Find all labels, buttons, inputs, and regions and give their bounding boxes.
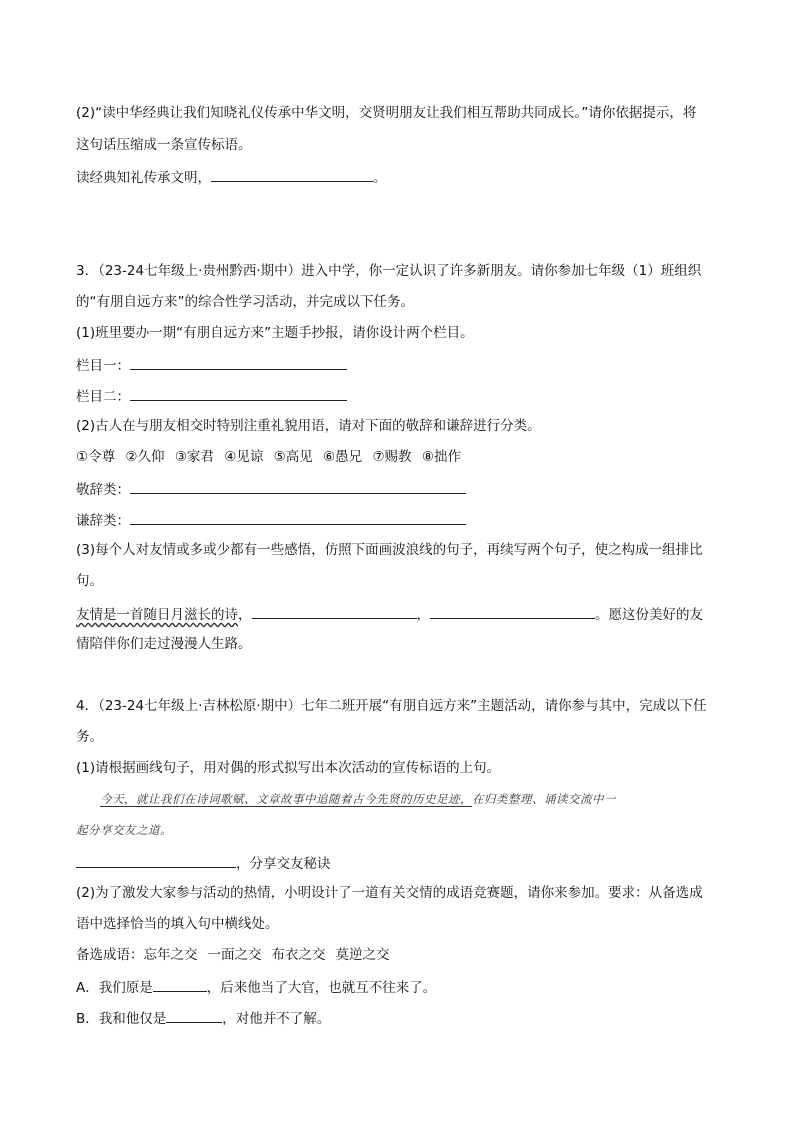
q3-humble-label: 谦辞类： <box>76 513 130 529</box>
q4-idioms-row <box>76 945 400 965</box>
q2-answer-suffix: 。 <box>373 170 387 186</box>
q3-column2-label: 栏目二： <box>76 389 130 405</box>
q3-column1-blank[interactable] <box>130 354 347 370</box>
q3-column1-label: 栏目一： <box>76 358 130 374</box>
q3-part1-prompt: (1)班里要办一期“有朋自远方来”主题手抄报，请你设计两个栏目。 <box>76 325 474 341</box>
q3-word-8: ⑧拙作 <box>421 449 461 465</box>
q3-comma-2: ， <box>416 607 430 623</box>
q3-column2-row <box>76 385 347 407</box>
q3-parallel-blank-2[interactable] <box>430 603 595 619</box>
q3-honorific-row <box>76 478 466 500</box>
q4-quote-rest: 在归类整理、诵读交流中一 <box>472 792 616 806</box>
q4-idiom-2: 一面之交 <box>207 947 262 963</box>
q4-idioms-label: 备选成语： <box>76 947 144 963</box>
q3-parallel-row <box>76 603 703 625</box>
q3-column1-row <box>76 354 347 376</box>
q2-answer-line <box>76 166 387 188</box>
q4-option-a-prefix: A．我们原是 <box>76 980 153 996</box>
q3-wavy-sentence: 友情是一首随日月滋长的诗 <box>76 607 238 623</box>
q2-prompt-line1: (2)“读中华经典让我们知晓礼仪传承中华文明，交贤明朋友让我们相互帮助共同成长。”请你依据提示，将 <box>76 105 697 121</box>
q3-intro-line1: 3．（23-24七年级上·贵州黔西·期中）进入中学，你一定认识了许多新朋友。请你参加七年级（1）班组织 <box>76 263 702 279</box>
q4-part2-line1: (2)为了激发大家参与活动的热情，小明设计了一道有关交情的成语竞赛题，请你来参加。要求：从备选成 <box>76 885 703 901</box>
q4-option-b-blank[interactable] <box>166 1007 222 1023</box>
q2-prompt-line2: 这句话压缩成一条宣传标语。 <box>76 137 252 153</box>
q4-part1-prompt: (1)请根据画线句子，用对偶的形式拟写出本次活动的宣传标语的上句。 <box>76 760 501 776</box>
q4-idiom-3: 布衣之交 <box>271 947 326 963</box>
q4-option-b <box>76 1007 330 1029</box>
q3-part3-line4: 情陪伴你们走过漫漫人生路。 <box>76 636 252 652</box>
q4-idiom-1: 忘年之交 <box>143 947 198 963</box>
q3-part2-prompt: (2)古人在与朋友相交时特别注重礼貌用语，请对下面的敬辞和谦辞进行分类。 <box>76 418 541 434</box>
q3-after-blanks: 。愿这份美好的友 <box>595 607 703 623</box>
q3-honorific-label: 敬辞类： <box>76 482 130 498</box>
q3-word-list <box>76 447 467 467</box>
q3-word-6: ⑥愚兄 <box>323 449 363 465</box>
q4-slogan-suffix: ，分享交友秘诀 <box>236 856 331 872</box>
q3-column2-blank[interactable] <box>130 385 347 401</box>
q3-intro-line2: 的“有朋自远方来”的综合性学习活动，并完成以下任务。 <box>76 294 414 310</box>
q4-option-b-suffix: ，对他并不了解。 <box>222 1011 331 1027</box>
q4-intro-line2: 务。 <box>76 729 103 745</box>
q3-comma-1: ， <box>238 607 252 623</box>
q3-humble-blank[interactable] <box>130 509 466 525</box>
q4-intro-line1: 4．（23-24七年级上·吉林松原·期中）七年二班开展“有朋自远方来”主题活动，请你参与其中，完成以下任 <box>76 698 707 714</box>
q3-word-3: ③家君 <box>174 449 214 465</box>
q4-part2-line2: 语中选择恰当的填入句中横线处。 <box>76 916 279 932</box>
q4-slogan-blank[interactable] <box>76 852 236 868</box>
q4-option-a-blank[interactable] <box>153 976 207 992</box>
q4-slogan-row <box>76 852 331 874</box>
q4-quote-line1 <box>100 789 616 809</box>
q4-option-b-prefix: B．我和他仅是 <box>76 1011 167 1027</box>
q3-part3-line2: 句。 <box>76 573 103 589</box>
q3-word-7: ⑦赐教 <box>372 449 412 465</box>
q3-word-1: ①令尊 <box>76 449 116 465</box>
q3-part3-line1: (3)每个人对友情或多或少都有一些感悟，仿照下面画波浪线的句子，再续写两个句子，使之构成一组排比 <box>76 542 703 558</box>
q2-answer-blank[interactable] <box>211 166 373 182</box>
q3-word-4: ④见谅 <box>224 449 264 465</box>
q2-answer-prefix: 读经典知礼传承文明， <box>76 170 211 186</box>
q3-parallel-blank-1[interactable] <box>252 603 417 619</box>
q3-word-5: ⑤高见 <box>273 449 313 465</box>
q4-option-a <box>76 976 436 998</box>
q4-option-a-suffix: ，后来他当了大官，也就互不往来了。 <box>206 980 437 996</box>
q3-word-2: ②久仰 <box>125 449 165 465</box>
q3-humble-row <box>76 509 466 531</box>
q4-quote-line2: 起分享交友之道。 <box>76 823 172 837</box>
q3-honorific-blank[interactable] <box>130 478 466 494</box>
q4-idiom-4: 莫逆之交 <box>335 947 390 963</box>
q4-quote-underlined: 今天，就让我们在诗词歌赋、文章故事中追随着古今先贤的历史足迹， <box>100 792 472 806</box>
